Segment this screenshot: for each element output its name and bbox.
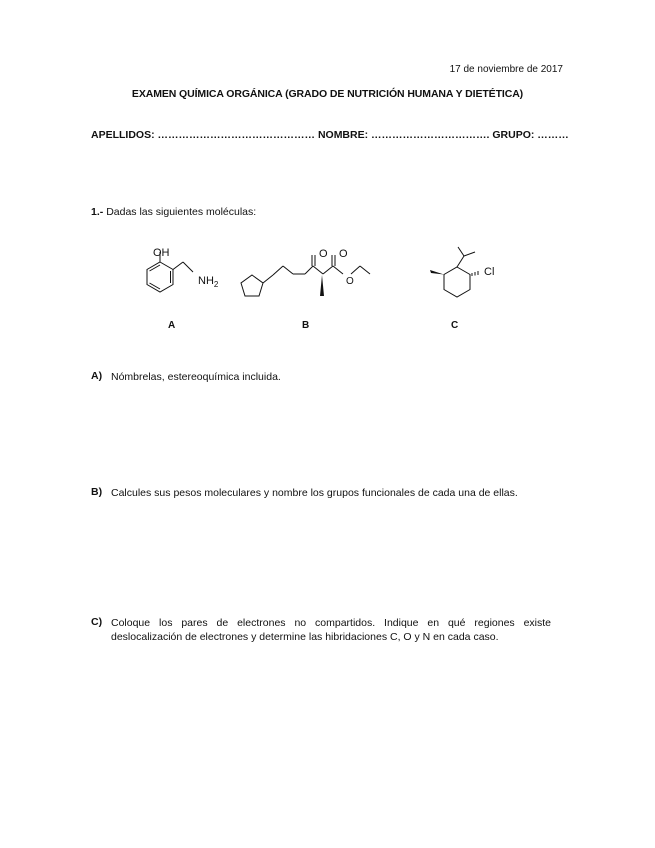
part-b-label: B) [91, 486, 103, 498]
student-fields [91, 129, 569, 141]
exam-title: EXAMEN QUÍMICA ORGÁNICA (GRADO DE NUTRICIÓN HUMANA Y DIETÉTICA) [131, 88, 524, 100]
molecule-structures [130, 240, 430, 320]
question-1-text: Dadas las siguientes moléculas: [106, 206, 257, 218]
part-c-label: C) [91, 616, 103, 628]
molecule-c-label: C [451, 320, 459, 331]
nombre-blank[interactable]: ……………………………. [371, 129, 490, 141]
molecule-c-drawing [420, 240, 500, 320]
apellidos-label: APELLIDOS: [91, 129, 155, 141]
apellidos-blank[interactable]: ……………………………………… [157, 129, 316, 141]
molecule-c-wedge [430, 270, 444, 275]
part-a [91, 370, 281, 384]
part-b [91, 486, 551, 500]
molecule-b-label: B [302, 320, 310, 331]
part-c [91, 616, 551, 644]
question-1-number: 1.- [91, 206, 104, 218]
grupo-label: GRUPO: [492, 129, 535, 141]
nombre-label: NOMBRE: [317, 129, 369, 141]
molecule-b-ester-o: O [339, 248, 348, 260]
part-c-text: Coloque los pares de electrones no compartidos. Indique en qué regiones existe deslocalización de electrones y determine las hibridaciones C, O y N en cada caso. [111, 617, 551, 643]
exam-date: 17 de noviembre de 2017 [449, 64, 563, 75]
molecule-a-nh [198, 275, 218, 289]
molecule-c-cl: Cl [484, 266, 495, 278]
molecule-a-nh-subscript: 2 [213, 280, 219, 290]
grupo-blank[interactable]: ……… [537, 129, 569, 141]
part-a-label: A) [91, 370, 103, 382]
molecule-a-label: A [168, 320, 176, 331]
molecule-a-oh: OH [153, 247, 170, 259]
molecule-a-nh-text: NH [198, 275, 214, 287]
molecule-b-wedge [320, 275, 324, 296]
molecule-b-ether-o: O [346, 276, 354, 287]
part-b-text: Calcules sus pesos moleculares y nombre los grupos funcionales de cada una de ellas. [111, 487, 518, 499]
molecule-b-ketone-o: O [319, 248, 328, 260]
question-1 [91, 206, 256, 218]
part-a-text: Nómbrelas, estereoquímica incluida. [111, 371, 281, 383]
